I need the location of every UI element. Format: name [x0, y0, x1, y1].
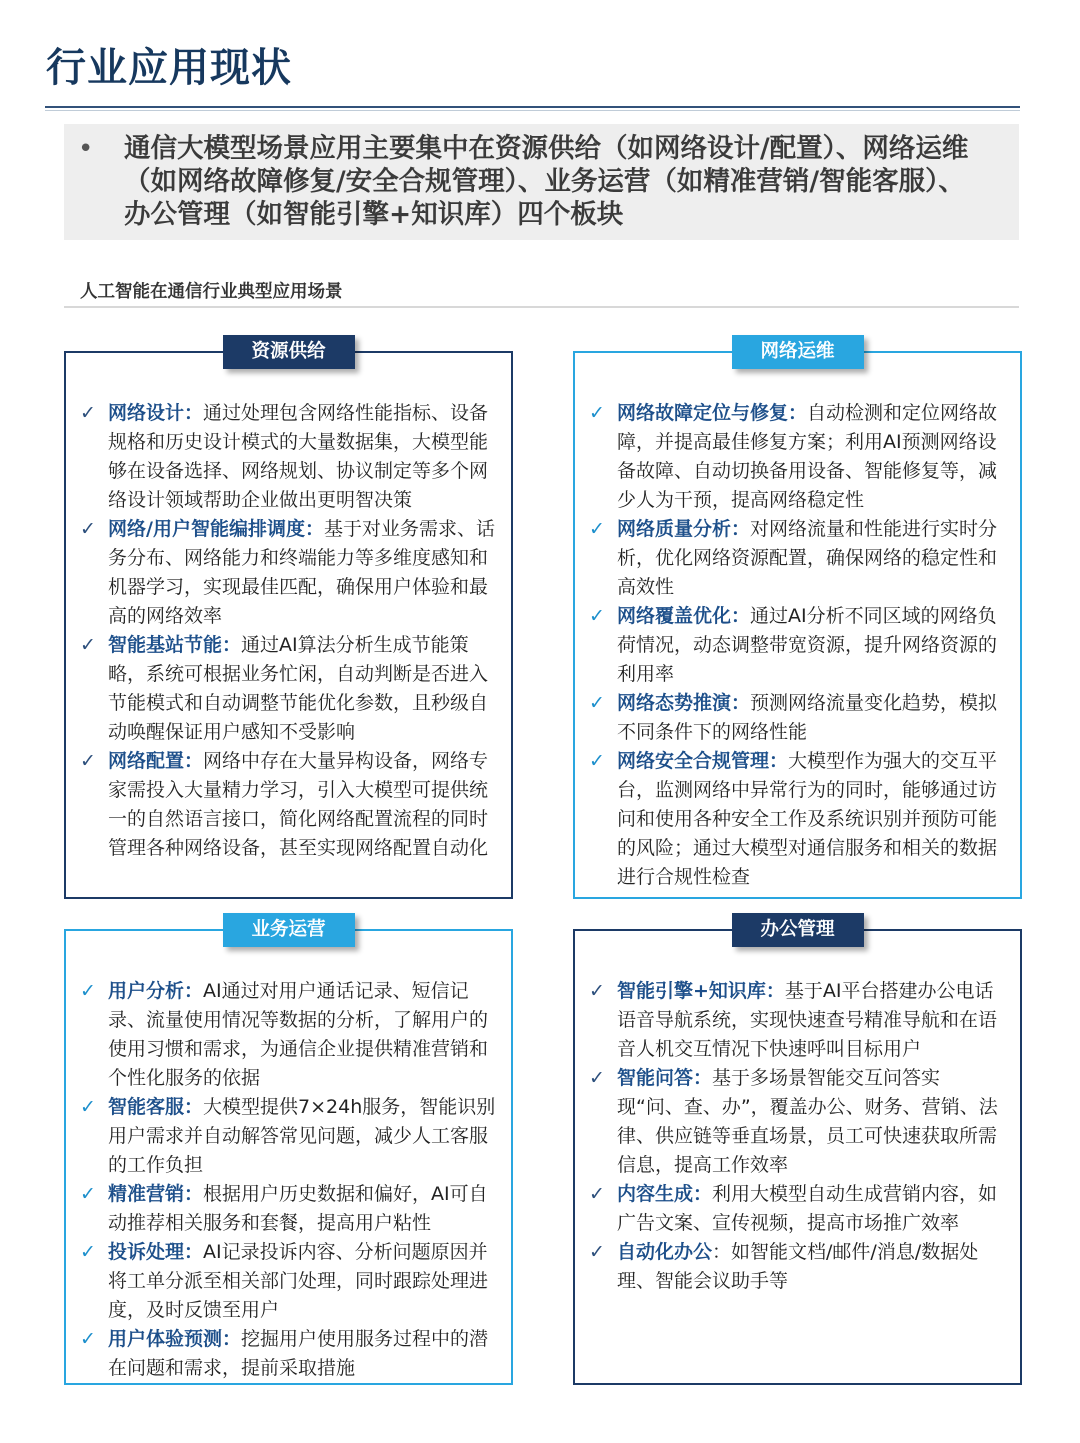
- check-icon: ✓: [589, 1067, 605, 1089]
- panel-label: 网络运维: [732, 335, 864, 369]
- panel-resource-supply: [64, 341, 513, 899]
- item-text: 自动检测和定位网络故障，并提高最佳修复方案；利用AI预测网络设备故障、自动切换备用设备、智能修复等，减少人为干预，提高网络稳定性: [617, 402, 998, 511]
- check-icon: ✓: [589, 402, 605, 424]
- list-item: [589, 977, 1006, 1064]
- item-list: [80, 977, 497, 1383]
- list-item: [80, 977, 497, 1093]
- list-item: [589, 1180, 1006, 1238]
- section-caption: 人工智能在通信行业典型应用场景: [80, 282, 343, 302]
- check-icon: ✓: [80, 980, 96, 1002]
- item-title: 网络故障定位与修复：: [617, 402, 808, 424]
- list-item: [589, 399, 1006, 515]
- item-text: 基于对业务需求、话务分布、网络能力和终端能力等多维度感知和机器学习，实现最佳匹配，确保用户体验和最高的网络效率: [108, 518, 495, 627]
- panel-business-ops: [64, 919, 513, 1385]
- item-text: 基于多场景智能交互问答实现“问、查、办”，覆盖办公、财务、营销、法律、供应链等垂直场景，员工可快速获取所需信息，提高工作效率: [617, 1067, 998, 1176]
- page-title: 行业应用现状: [46, 45, 292, 91]
- check-icon: ✓: [589, 605, 605, 627]
- check-icon: ✓: [80, 1183, 96, 1205]
- list-item: [80, 1180, 497, 1238]
- item-title: 智能引擎+知识库：: [617, 980, 785, 1002]
- item-title: 智能问答：: [617, 1067, 713, 1089]
- check-icon: ✓: [589, 1183, 605, 1205]
- list-item: [80, 631, 497, 747]
- list-item: [589, 515, 1006, 602]
- item-title: 网络配置：: [108, 750, 204, 772]
- list-item: [80, 747, 497, 863]
- item-list: [589, 399, 1006, 892]
- item-text: AI通过对用户通话记录、短信记录、流量使用情况等数据的分析，了解用户的使用习惯和需求，为通信企业提供精准营销和个性化服务的依据: [108, 980, 489, 1089]
- check-icon: ✓: [80, 402, 96, 424]
- caption-divider: [64, 306, 1019, 308]
- list-item: [80, 1325, 497, 1383]
- item-title: 投诉处理：: [108, 1241, 204, 1263]
- check-icon: ✓: [589, 692, 605, 714]
- list-item: [80, 1093, 497, 1180]
- item-title: 网络安全合规管理：: [617, 750, 789, 772]
- item-text: AI记录投诉内容、分析问题原因并将工单分派至相关部门处理，同时跟踪处理进度，及时反馈至用户: [108, 1241, 489, 1321]
- panel-office-mgmt: [573, 919, 1022, 1385]
- item-title: 网络设计：: [108, 402, 204, 424]
- item-title: 网络质量分析：: [617, 518, 751, 540]
- item-text: 根据用户历史数据和偏好，AI可自动推荐相关服务和套餐，提高用户粘性: [108, 1183, 488, 1234]
- panel-network-ops: [573, 341, 1022, 899]
- item-title: 内容生成：: [617, 1183, 713, 1205]
- list-item: [80, 1238, 497, 1325]
- title-divider: [45, 106, 1020, 108]
- item-title: 网络/用户智能编排调度：: [108, 518, 324, 540]
- summary-box: [64, 124, 1019, 240]
- item-text: 通过AI分析不同区域的网络负荷情况，动态调整带宽资源，提升网络资源的利用率: [617, 605, 998, 685]
- list-item: [80, 515, 497, 631]
- item-title: 智能客服：: [108, 1096, 204, 1118]
- list-item: [589, 1238, 1006, 1296]
- item-title: 精准营销：: [108, 1183, 204, 1205]
- check-icon: ✓: [80, 634, 96, 656]
- check-icon: ✓: [80, 1241, 96, 1263]
- item-title: 自动化办公: [617, 1241, 713, 1263]
- bullet-icon: •: [78, 134, 94, 164]
- item-text: 大模型作为强大的交互平台，监测网络中异常行为的同时，能够通过访问和使用各种安全工作及系统识别并预防可能的风险；通过大模型对通信服务和相关的数据进行合规性检查: [617, 750, 998, 888]
- item-title: 网络态势推演：: [617, 692, 751, 714]
- check-icon: ✓: [80, 1328, 96, 1350]
- item-text: 对网络流量和性能进行实时分析，优化网络资源配置，确保网络的稳定性和高效性: [617, 518, 998, 598]
- item-text: ：如智能文档/邮件/消息/数据处理、智能会议助手等: [617, 1241, 979, 1292]
- item-text: 预测网络流量变化趋势，模拟不同条件下的网络性能: [617, 692, 998, 743]
- item-title: 用户体验预测：: [108, 1328, 242, 1350]
- item-text: 通过AI算法分析生成节能策略，系统可根据业务忙闲，自动判断是否进入节能模式和自动调整节能优化参数，且秒级自动唤醒保证用户感知不受影响: [108, 634, 489, 743]
- item-title: 网络覆盖优化：: [617, 605, 751, 627]
- item-text: 基于AI平台搭建办公电话语音导航系统，实现快速查号精准导航和在语音人机交互情况下快速呼叫目标用户: [617, 980, 998, 1060]
- item-title: 智能基站节能：: [108, 634, 242, 656]
- item-text: 挖掘用户使用服务过程中的潜在问题和需求，提前采取措施: [108, 1328, 489, 1379]
- list-item: [589, 747, 1006, 892]
- list-item: [589, 1064, 1006, 1180]
- summary-text: 通信大模型场景应用主要集中在资源供给（如网络设计/配置）、网络运维（如网络故障修复/安全合规管理）、业务运营（如精准营销/智能客服）、办公管理（如智能引擎+知识库）四个板块: [124, 133, 969, 230]
- list-item: [80, 399, 497, 515]
- list-item: [589, 689, 1006, 747]
- check-icon: ✓: [80, 518, 96, 540]
- check-icon: ✓: [80, 750, 96, 772]
- panel-label: 办公管理: [732, 913, 864, 947]
- list-item: [589, 602, 1006, 689]
- item-list: [80, 399, 497, 863]
- item-list: [589, 977, 1006, 1296]
- title-divider-thin: [45, 110, 1020, 111]
- check-icon: ✓: [80, 1096, 96, 1118]
- check-icon: ✓: [589, 750, 605, 772]
- check-icon: ✓: [589, 518, 605, 540]
- check-icon: ✓: [589, 980, 605, 1002]
- item-text: 通过处理包含网络性能指标、设备规格和历史设计模式的大量数据集，大模型能够在设备选择、网络规划、协议制定等多个网络设计领域帮助企业做出更明智决策: [108, 402, 489, 511]
- item-text: 网络中存在大量异构设备，网络专家需投入大量精力学习，引入大模型可提供统一的自然语言接口，简化网络配置流程的同时管理各种网络设备，甚至实现网络配置自动化: [108, 750, 489, 859]
- item-title: 用户分析：: [108, 980, 204, 1002]
- item-text: 利用大模型自动生成营销内容，如广告文案、宣传视频，提高市场推广效率: [617, 1183, 998, 1234]
- item-text: 大模型提供7×24h服务，智能识别用户需求并自动解答常见问题，减少人工客服的工作负担: [108, 1096, 496, 1176]
- panel-label: 资源供给: [223, 335, 355, 369]
- check-icon: ✓: [589, 1241, 605, 1263]
- panel-label: 业务运营: [223, 913, 355, 947]
